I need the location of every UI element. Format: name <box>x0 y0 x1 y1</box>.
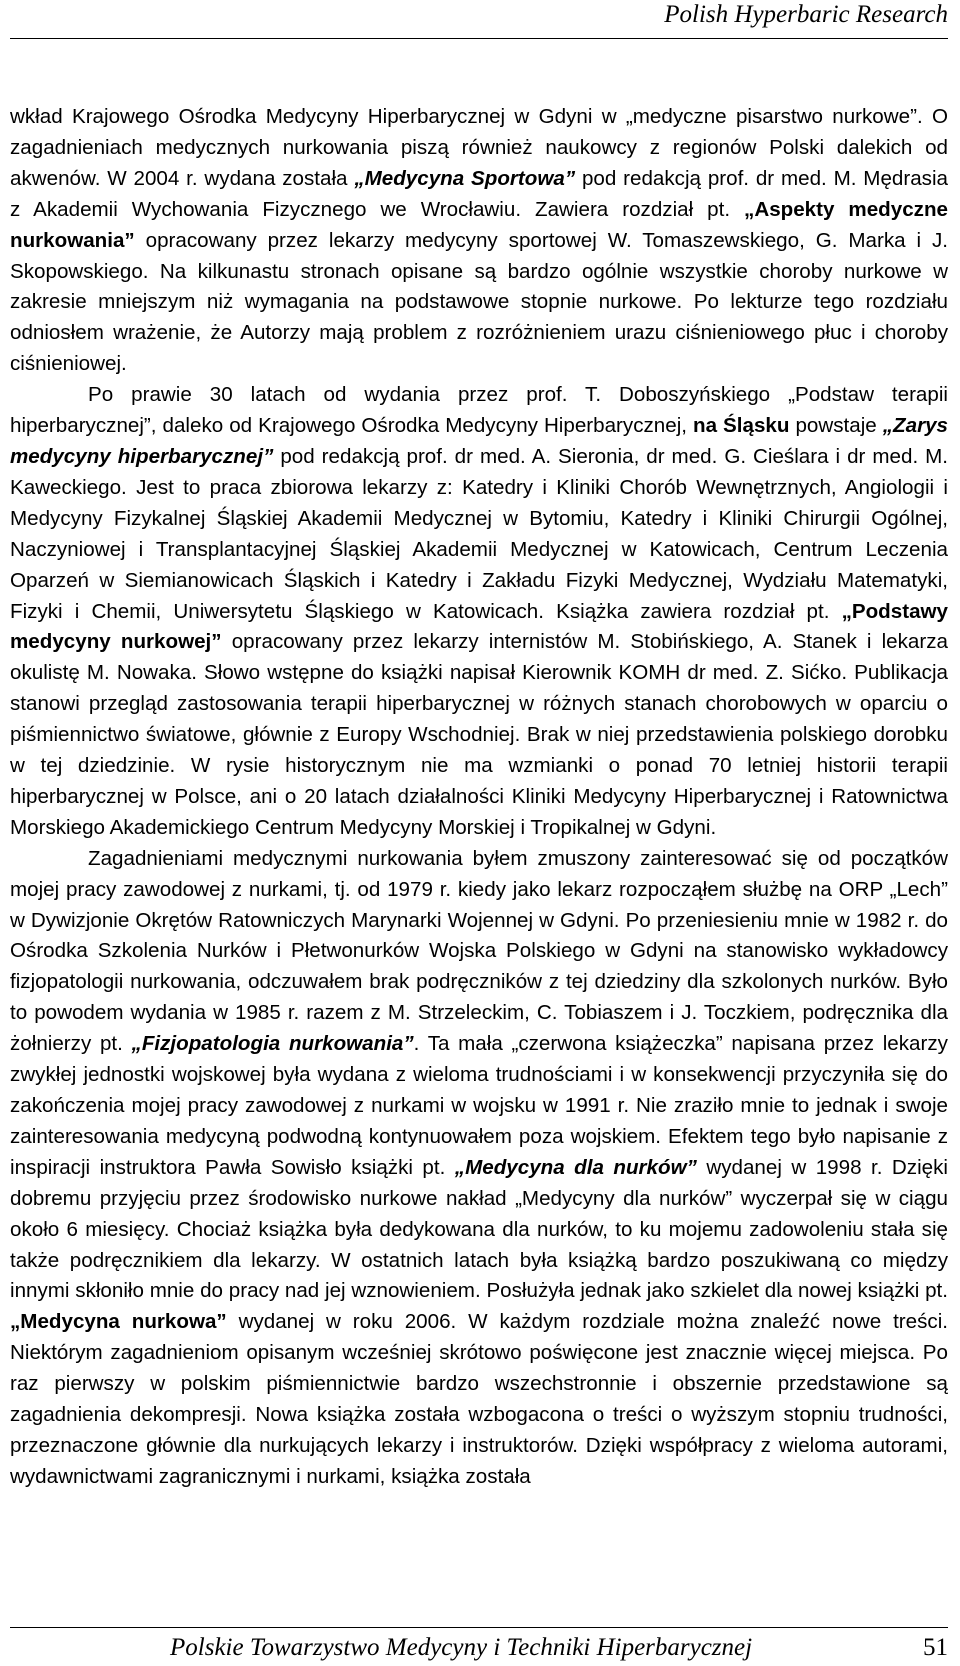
paragraph-2 <box>10 380 948 844</box>
chapter-title-podstawy: „Podstawy medycyny nurkowej” <box>10 599 948 654</box>
book-title-medycyna-nurkowa: „Medycyna nurkowa” <box>10 1310 227 1334</box>
book-title-medycyna-sportowa: „Medycyna Sportowa” <box>354 166 576 190</box>
footer-divider <box>10 1627 948 1628</box>
paragraph-3-text: Zagadnieniami medycznymi nurkowania byłem zmuszony zainteresować się od początków mojej pracy zawodowej z nurkami, tj. od 1979 r. kiedy jako lekarz rozpocząłem służbę na ORP „Lech” w Dywizjonie Okrętów Ratowniczych Marynarki Wojennej w Gdyni. Po przeniesieniu mnie w 1982 r. do Ośrodka Szkolenia Nurków i Płetwonurków Wojska Polskiego w Gdyni na stanowisko wykładowcy fizjopatologii nurkowania, odczuwałem brak podręczników z tej dziedziny dla szkolonych nurków. Było to powodem wydania w 1985 r. razem z M. Strzeleckim, C. Tobiaszem i J. Toczkiem, podręcznika dla żołnierzy pt. <box>10 846 948 1056</box>
book-title-zarys: „Zarys medycyny hiperbarycznej” <box>10 414 948 468</box>
paragraph-1-text: wkład Krajowego Ośrodka Medycyny Hiperbarycznej w Gdyni w „medyczne pisarstwo nurkowe”. O zagadnieniach medycznych nurkowania piszą również naukowcy z regionów Polski dalekich od akwenów. W 2004 r. wydana została <box>10 105 948 190</box>
paragraph-2-text: pod redakcją prof. dr med. A. Sieronia, dr med. G. Cieślara i dr med. M. Kaweckiego. Jest to praca zbiorowa lekarzy z: Katedry i Kliniki Chorób Wewnętrznych, Angiologii i Medycyny Fizykalnej Śląskiej Akademii Medycznej w Bytomiu, Katedry i Kliniki Chirurgii Ogólnej, Naczyniowej i Transplantacyjnej Śląskiej Akademii Medycznej w Katowicach, Centrum Leczenia Oparzeń w Siemianowicach Śląskich i Katedry i Zakładu Fizyki Medycznej, Wydziału Matematyki, Fizyki i Chemii, Uniwersytetu Śląskiego w Katowicach. Książka zawiera rozdział pt. <box>10 444 949 623</box>
paragraph-1-text: opracowany przez lekarzy medycyny sportowej W. Tomaszewskiego, G. Marka i J. Skopowskiego. Na kilkunastu stronach opisane są bardzo ogólnie wszystkie choroby nurkowe w zakresie mniejszym niż wymagania na podstawowe stopnie nurkowe. Po lekturze tego rozdziału odniosłem wrażenie, że Autorzy mają problem z rozróżnieniem urazu ciśnieniowego płuc i choroby ciśnieniowej. <box>10 228 948 376</box>
article-body <box>10 102 948 1493</box>
paragraph-1 <box>10 102 948 380</box>
running-footer <box>0 1632 948 1666</box>
chapter-title-aspekty: „Aspekty medyczne nurkowania” <box>10 197 948 252</box>
header-divider <box>10 38 948 39</box>
footer-journal-name: Polskie Towarzystwo Medycyny i Techniki Hiperbarycznej <box>170 1634 753 1661</box>
paragraph-2-text: powstaje <box>789 414 883 438</box>
paragraph-3-text: wydanej w roku 2006. W każdym rozdziale można znaleźć nowe treści. Niektórym zagadnieniom opisanym wcześniej skrótowo poświęcone jest znacznie więcej miejsca. Po raz pierwszy w polskim piśmiennictwie bardzo wszechstronnie i obszernie przedstawione są zagadnienia dekompresji. Nowa książka została wzbogacona o treści o wyższym stopniu trudności, przeznaczone głównie dla nurkujących lekarzy i instruktorów. Dzięki współpracy z wieloma autorami, wydawnictwami zagranicznymi i nurkami, książka została <box>10 1310 948 1488</box>
paragraph-3 <box>10 844 948 1493</box>
book-title-medycyna-dla-nurkow: „Medycyna dla nurków” <box>454 1155 697 1179</box>
running-header: Polish Hyperbaric Research <box>664 1 948 28</box>
paragraph-2-text: opracowany przez lekarzy internistów M. Stobińskiego, A. Stanek i lekarza okulistę M. Nowaka. Słowo wstępne do książki napisał Kierownik KOMH dr med. Z. Sićko. Publikacja stanowi przegląd zastosowania terapii hiperbarycznej w różnych stanach chorobowych w oparciu o piśmiennictwo światowe, głównie z Europy Wschodniej. Brak w niej przedstawienia polskiego dorobku w tej dziedzinie. W rysie historycznym nie ma wzmianki o ponad 70 letniej historii terapii hiperbarycznej w Polsce, ani o 20 latach działalności Kliniki Medycyny Hiperbarycznej i Ratownictwa Morskiego Akademickiego Centrum Medycyny Morskiej i Tropikalnej w Gdyni. <box>10 630 948 839</box>
paragraph-3-text: wydanej w 1998 r. Dzięki dobremu przyjęciu przez środowisko nurkowe nakład „Medycyny dla nurków” wyczerpał się w ciągu około 6 miesięcy. Chociaż książka była dedykowana dla nurków, to ku mojemu zadowoleniu stała się także podręcznikiem dla lekarzy. W ostatnich latach była książką bardzo poszukiwaną co między innymi skłoniło mnie do pracy nad jej wznowieniem. Posłużyła jednak jako szkielet dla nowej książki pt. <box>10 1155 948 1303</box>
paragraph-1-text: pod redakcją prof. dr med. M. Mędrasia z Akademii Wychowania Fizycznego we Wrocławiu. Zawiera rozdział pt. <box>10 166 948 221</box>
emphasis-na-slasku: na Śląsku <box>693 414 790 438</box>
paragraph-3-text: . Ta mała „czerwona książeczka” napisana przez lekarzy zwykłej jednostki wojskowej była wydana z wieloma trudnościami i w konsekwencji przyczyniła się do zakończenia mojej pracy zawodowej z nurkami w wojsku w 1991 r. Nie zraziło mnie to jednak i swoje zainteresowania medycyną podwodną kontynuowałem poza wojskiem. Efektem tego było napisanie z inspiracji instruktora Pawła Sowisło książki pt. <box>10 1032 948 1179</box>
book-title-fizjopatologia: „Fizjopatologia nurkowania” <box>131 1032 414 1056</box>
paragraph-2-text: Po prawie 30 latach od wydania przez prof. T. Doboszyńskiego „Podstaw terapii hiperbarycznej”, daleko od Krajowego Ośrodka Medycyny Hiperbarycznej, <box>10 383 948 438</box>
page-number: 51 <box>923 1634 948 1661</box>
